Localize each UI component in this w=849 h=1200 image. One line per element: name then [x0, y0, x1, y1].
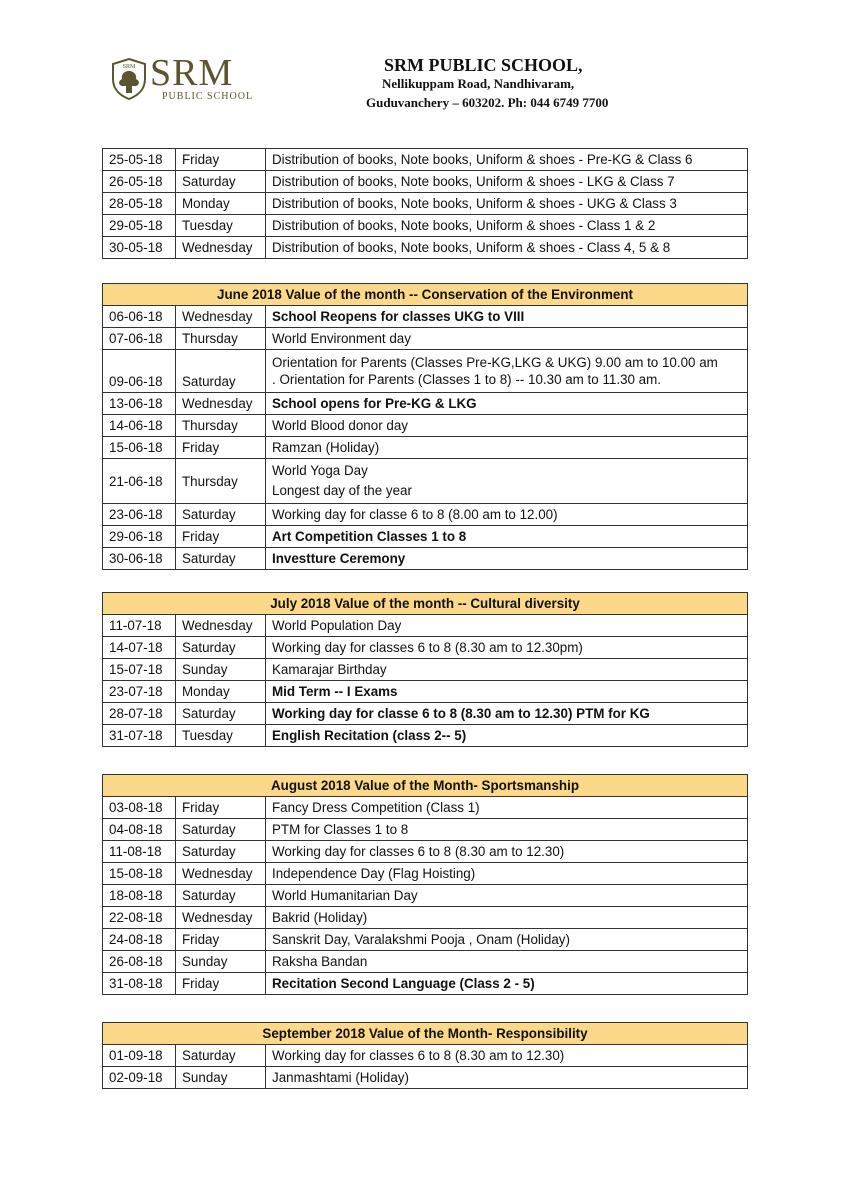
table-row — [103, 415, 748, 437]
day-cell: Wednesday — [176, 237, 266, 259]
date-cell: 11-07-18 — [103, 615, 176, 637]
month-header-row — [103, 284, 748, 306]
day-cell: Friday — [176, 973, 266, 995]
table-row — [103, 681, 748, 703]
event-cell: PTM for Classes 1 to 8 — [266, 819, 748, 841]
event-cell: World Blood donor day — [266, 415, 748, 437]
day-cell: Sunday — [176, 659, 266, 681]
day-cell: Sunday — [176, 951, 266, 973]
event-line: Orientation for Parents (Classes Pre-KG,LKG & UKG) 9.00 am to 10.00 am — [272, 355, 718, 370]
event-cell: Working day for classe 6 to 8 (8.30 am to 12.30) PTM for KG — [266, 703, 748, 725]
month-header-row — [103, 775, 748, 797]
day-cell: Tuesday — [176, 215, 266, 237]
table-row — [103, 350, 748, 393]
table-row — [103, 725, 748, 747]
table-row — [103, 819, 748, 841]
day-cell: Wednesday — [176, 393, 266, 415]
event-cell: Working day for classe 6 to 8 (8.00 am to 12.00) — [266, 504, 748, 526]
event-cell: Working day for classes 6 to 8 (8.30 am to 12.30) — [266, 1045, 748, 1067]
date-cell: 02-09-18 — [103, 1067, 176, 1089]
date-cell: 18-08-18 — [103, 885, 176, 907]
emblem-text: SRM — [122, 64, 136, 70]
month-header: September 2018 Value of the Month- Responsibility — [103, 1023, 748, 1045]
event-line: Longest day of the year — [272, 483, 412, 498]
day-cell: Wednesday — [176, 615, 266, 637]
table-row — [103, 615, 748, 637]
table-row — [103, 328, 748, 350]
july-table — [102, 592, 748, 747]
date-cell: 26-08-18 — [103, 951, 176, 973]
day-cell: Tuesday — [176, 725, 266, 747]
date-cell: 28-07-18 — [103, 703, 176, 725]
event-cell — [266, 350, 748, 393]
table-row — [103, 973, 748, 995]
event-cell: Fancy Dress Competition (Class 1) — [266, 797, 748, 819]
table-row — [103, 526, 748, 548]
table-row — [103, 797, 748, 819]
month-header-row — [103, 593, 748, 615]
date-cell: 06-06-18 — [103, 306, 176, 328]
logo-text: SRM — [150, 52, 234, 94]
date-cell: 14-07-18 — [103, 637, 176, 659]
day-cell: Thursday — [176, 459, 266, 504]
event-cell: World Humanitarian Day — [266, 885, 748, 907]
event-cell: World Environment day — [266, 328, 748, 350]
day-cell: Saturday — [176, 819, 266, 841]
table-row — [103, 659, 748, 681]
day-cell: Friday — [176, 797, 266, 819]
event-cell: Bakrid (Holiday) — [266, 907, 748, 929]
date-cell: 23-06-18 — [103, 504, 176, 526]
day-cell: Friday — [176, 437, 266, 459]
day-cell: Saturday — [176, 841, 266, 863]
school-name: SRM PUBLIC SCHOOL, — [384, 55, 583, 75]
event-cell: Distribution of books, Note books, Uniform & shoes - Pre-KG & Class 6 — [266, 149, 748, 171]
date-cell: 04-08-18 — [103, 819, 176, 841]
event-cell: Recitation Second Language (Class 2 - 5) — [266, 973, 748, 995]
date-cell: 24-08-18 — [103, 929, 176, 951]
day-cell: Monday — [176, 681, 266, 703]
table-row — [103, 171, 748, 193]
event-cell: Distribution of books, Note books, Uniform & shoes - Class 1 & 2 — [266, 215, 748, 237]
day-cell: Saturday — [176, 171, 266, 193]
table-row — [103, 306, 748, 328]
table-row — [103, 841, 748, 863]
event-cell: Raksha Bandan — [266, 951, 748, 973]
event-cell: Janmashtami (Holiday) — [266, 1067, 748, 1089]
june-table — [102, 283, 748, 570]
day-cell: Saturday — [176, 885, 266, 907]
event-cell: Ramzan (Holiday) — [266, 437, 748, 459]
event-cell: Working day for classes 6 to 8 (8.30 am to 12.30pm) — [266, 637, 748, 659]
day-cell: Saturday — [176, 504, 266, 526]
address-line-1: Nellikuppam Road, Nandhivaram, — [382, 76, 575, 91]
day-cell: Friday — [176, 526, 266, 548]
day-cell: Saturday — [176, 703, 266, 725]
event-cell: Distribution of books, Note books, Uniform & shoes - LKG & Class 7 — [266, 171, 748, 193]
event-cell: Art Competition Classes 1 to 8 — [266, 526, 748, 548]
event-cell: School opens for Pre-KG & LKG — [266, 393, 748, 415]
day-cell: Wednesday — [176, 863, 266, 885]
event-line: World Yoga Day — [272, 463, 368, 478]
table-row — [103, 459, 748, 504]
date-cell: 15-07-18 — [103, 659, 176, 681]
date-cell: 22-08-18 — [103, 907, 176, 929]
date-cell: 26-05-18 — [103, 171, 176, 193]
day-cell: Wednesday — [176, 306, 266, 328]
day-cell: Thursday — [176, 328, 266, 350]
date-cell: 29-05-18 — [103, 215, 176, 237]
school-logo — [110, 52, 260, 107]
date-cell: 15-06-18 — [103, 437, 176, 459]
table-row — [103, 885, 748, 907]
date-cell: 29-06-18 — [103, 526, 176, 548]
date-cell: 25-05-18 — [103, 149, 176, 171]
day-cell: Friday — [176, 929, 266, 951]
event-cell — [266, 459, 748, 504]
event-cell: Investture Ceremony — [266, 548, 748, 570]
day-cell: Saturday — [176, 637, 266, 659]
date-cell: 28-05-18 — [103, 193, 176, 215]
month-header: August 2018 Value of the Month- Sportsmanship — [103, 775, 748, 797]
event-cell: English Recitation (class 2-- 5) — [266, 725, 748, 747]
table-row — [103, 703, 748, 725]
event-line: . Orientation for Parents (Classes 1 to 8) -- 10.30 am to 11.30 am. — [272, 372, 662, 387]
september-table — [102, 1022, 748, 1089]
event-cell: School Reopens for classes UKG to VIII — [266, 306, 748, 328]
august-table — [102, 774, 748, 995]
table-row — [103, 548, 748, 570]
event-cell: World Population Day — [266, 615, 748, 637]
event-cell: Sanskrit Day, Varalakshmi Pooja , Onam (Holiday) — [266, 929, 748, 951]
event-cell: Working day for classes 6 to 8 (8.30 am to 12.30) — [266, 841, 748, 863]
event-cell: Distribution of books, Note books, Uniform & shoes - Class 4, 5 & 8 — [266, 237, 748, 259]
month-header: July 2018 Value of the month -- Cultural diversity — [103, 593, 748, 615]
month-header-row — [103, 1023, 748, 1045]
table-row — [103, 951, 748, 973]
month-header: June 2018 Value of the month -- Conservation of the Environment — [103, 284, 748, 306]
table-row — [103, 237, 748, 259]
table-row — [103, 637, 748, 659]
table-row — [103, 393, 748, 415]
date-cell: 30-05-18 — [103, 237, 176, 259]
event-cell: Mid Term -- I Exams — [266, 681, 748, 703]
event-cell: Distribution of books, Note books, Uniform & shoes - UKG & Class 3 — [266, 193, 748, 215]
date-cell: 21-06-18 — [103, 459, 176, 504]
date-cell: 11-08-18 — [103, 841, 176, 863]
day-cell: Saturday — [176, 548, 266, 570]
day-cell: Friday — [176, 149, 266, 171]
school-emblem-icon — [110, 57, 148, 101]
date-cell: 07-06-18 — [103, 328, 176, 350]
table-row — [103, 1067, 748, 1089]
date-cell: 09-06-18 — [103, 350, 176, 393]
table-row — [103, 193, 748, 215]
day-cell: Thursday — [176, 415, 266, 437]
date-cell: 13-06-18 — [103, 393, 176, 415]
table-row — [103, 215, 748, 237]
date-cell: 01-09-18 — [103, 1045, 176, 1067]
table-row — [103, 1045, 748, 1067]
table-row — [103, 437, 748, 459]
date-cell: 15-08-18 — [103, 863, 176, 885]
may-table — [102, 148, 748, 259]
table-row — [103, 149, 748, 171]
date-cell: 31-08-18 — [103, 973, 176, 995]
logo-subtext: PUBLIC SCHOOL — [162, 91, 254, 102]
event-cell: Kamarajar Birthday — [266, 659, 748, 681]
event-cell: Independence Day (Flag Hoisting) — [266, 863, 748, 885]
table-row — [103, 863, 748, 885]
day-cell: Sunday — [176, 1067, 266, 1089]
table-row — [103, 504, 748, 526]
table-row — [103, 907, 748, 929]
address-line-2: Guduvanchery – 603202. Ph: 044 6749 7700 — [366, 95, 609, 110]
day-cell: Monday — [176, 193, 266, 215]
date-cell: 30-06-18 — [103, 548, 176, 570]
table-row — [103, 929, 748, 951]
date-cell: 31-07-18 — [103, 725, 176, 747]
day-cell: Wednesday — [176, 907, 266, 929]
day-cell: Saturday — [176, 1045, 266, 1067]
day-cell: Saturday — [176, 350, 266, 393]
date-cell: 14-06-18 — [103, 415, 176, 437]
date-cell: 23-07-18 — [103, 681, 176, 703]
date-cell: 03-08-18 — [103, 797, 176, 819]
